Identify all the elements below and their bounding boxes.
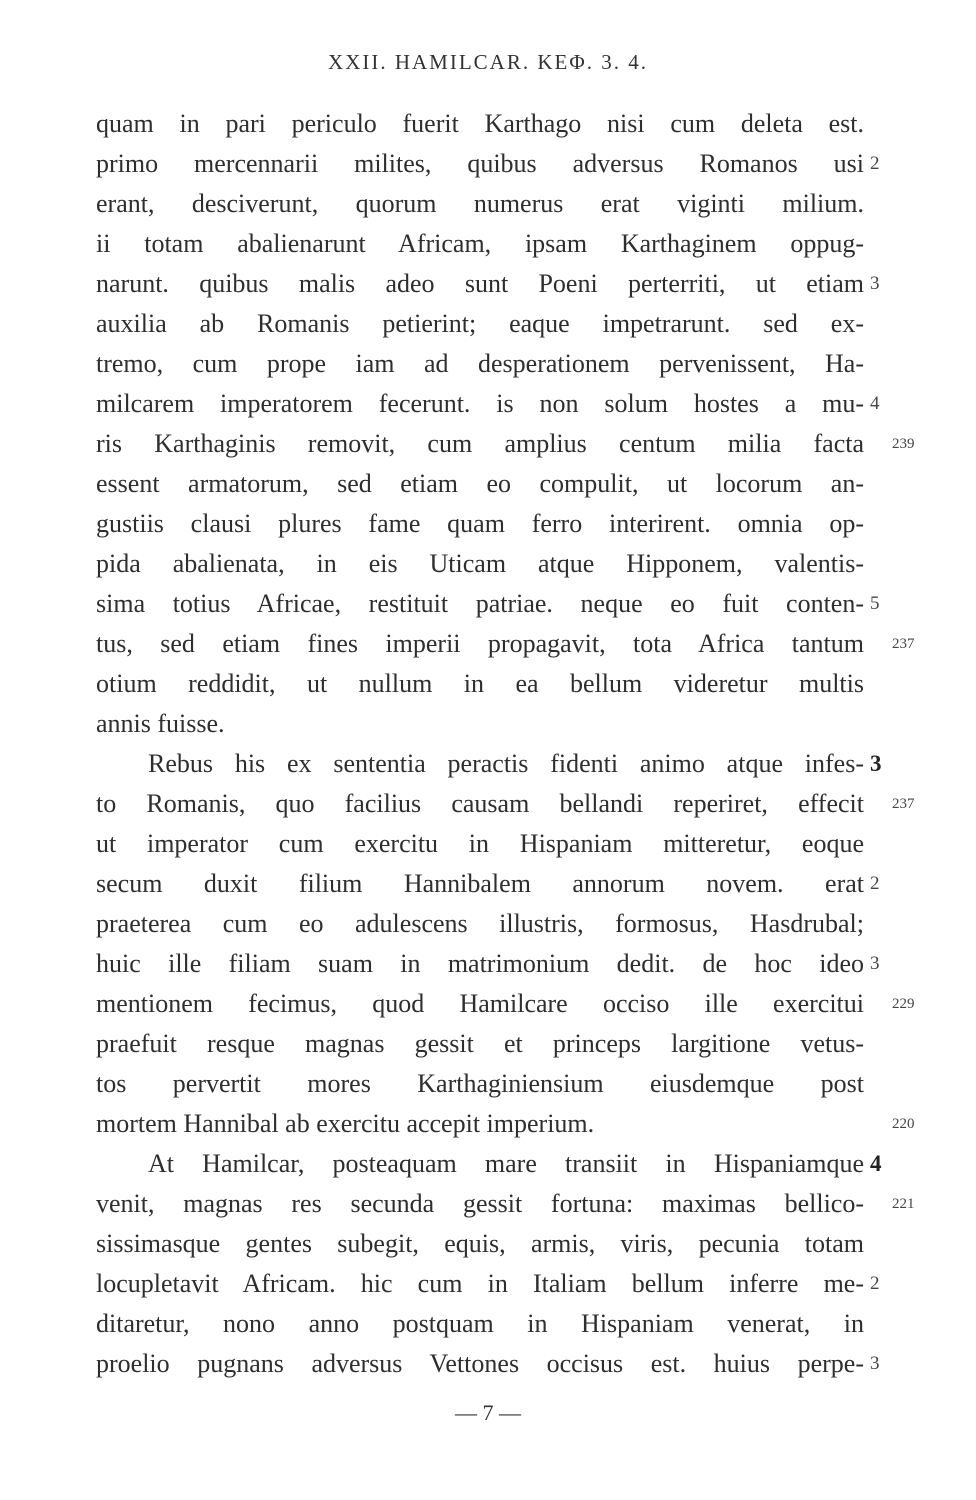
text-line: essent armatorum, sed etiam eo compulit, ut locorum an- (96, 469, 864, 498)
text-line: primo mercennarii milites, quibus adversus Romanos usi (96, 149, 864, 178)
text-line: sissimasque gentes subegit, equis, armis, viris, pecunia totam (96, 1229, 864, 1258)
text-line: erant, desciverunt, quorum numerus erat viginti milium. (96, 189, 864, 218)
text-line: ut imperator cum exercitu in Hispaniam mitteretur, eoque (96, 829, 864, 858)
margin-chapter-number: 3 (870, 751, 882, 776)
text-line: tus, sed etiam fines imperii propagavit, tota Africa tantum (96, 629, 864, 658)
margin-year-reference: 229 (892, 996, 915, 1012)
margin-year-reference: 237 (892, 636, 915, 652)
text-line: pida abalienata, in eis Uticam atque Hipponem, valentis- (96, 549, 864, 578)
margin-section-number: 2 (870, 873, 880, 894)
margin-section-number: 5 (870, 593, 880, 614)
text-line: praefuit resque magnas gessit et princeps largitione vetus- (96, 1029, 864, 1058)
text-line: narunt. quibus malis adeo sunt Poeni perterriti, ut etiam (96, 269, 864, 298)
margin-section-number: 3 (870, 953, 880, 974)
margin-section-number: 2 (870, 153, 880, 174)
text-line: ii totam abalienarunt Africam, ipsam Karthaginem oppug- (96, 229, 864, 258)
margin-section-number: 3 (870, 273, 880, 294)
text-line: ditaretur, nono anno postquam in Hispaniam venerat, in (96, 1309, 864, 1338)
text-line: venit, magnas res secunda gessit fortuna: maximas bellico- (96, 1189, 864, 1218)
text-line: secum duxit filium Hannibalem annorum novem. erat (96, 869, 864, 898)
text-line: At Hamilcar, posteaquam mare transiit in Hispaniamque (148, 1149, 864, 1178)
text-line: Rebus his ex sententia peractis fidenti animo atque infes- (148, 749, 864, 778)
margin-year-reference: 237 (892, 796, 915, 812)
text-line: mentionem fecimus, quod Hamilcare occiso ille exercitui (96, 989, 864, 1018)
text-line: locupletavit Africam. hic cum in Italiam bellum inferre me- (96, 1269, 864, 1298)
text-line: tremo, cum prope iam ad desperationem pervenissent, Ha- (96, 349, 864, 378)
text-line: auxilia ab Romanis petierint; eaque impetrarunt. sed ex- (96, 309, 864, 338)
text-line: annis fuisse. (96, 709, 225, 738)
text-line: to Romanis, quo facilius causam bellandi reperiret, effecit (96, 789, 864, 818)
margin-chapter-number: 4 (870, 1151, 882, 1176)
text-line: milcarem imperatorem fecerunt. is non solum hostes a mu- (96, 389, 864, 418)
text-line: proelio pugnans adversus Vettones occisus est. huius perpe- (96, 1349, 864, 1378)
page-number: — 7 — (455, 1400, 521, 1425)
text-line: sima totius Africae, restituit patriae. neque eo fuit conten- (96, 589, 864, 618)
text-line: mortem Hannibal ab exercitu accepit imperium. (96, 1109, 595, 1138)
margin-section-number: 3 (870, 1353, 880, 1374)
margin-section-number: 2 (870, 1273, 880, 1294)
text-line: otium reddidit, ut nullum in ea bellum videretur multis (96, 669, 864, 698)
text-line: huic ille filiam suam in matrimonium dedit. de hoc ideo (96, 949, 864, 978)
running-header: XXII. HAMILCAR. ΚΕΦ. 3. 4. (328, 50, 648, 74)
margin-year-reference: 239 (892, 436, 915, 452)
text-line: quam in pari periculo fuerit Karthago nisi cum deleta est. (96, 109, 864, 138)
text-line: praeterea cum eo adulescens illustris, formosus, Hasdrubal; (96, 909, 864, 938)
margin-year-reference: 220 (892, 1116, 915, 1132)
text-line: gustiis clausi plures fame quam ferro interirent. omnia op- (96, 509, 864, 538)
margin-year-reference: 221 (892, 1196, 915, 1212)
text-line: tos pervertit mores Karthaginiensium eiusdemque post (96, 1069, 864, 1098)
margin-section-number: 4 (870, 393, 880, 414)
text-line: ris Karthaginis removit, cum amplius centum milia facta (96, 429, 864, 458)
